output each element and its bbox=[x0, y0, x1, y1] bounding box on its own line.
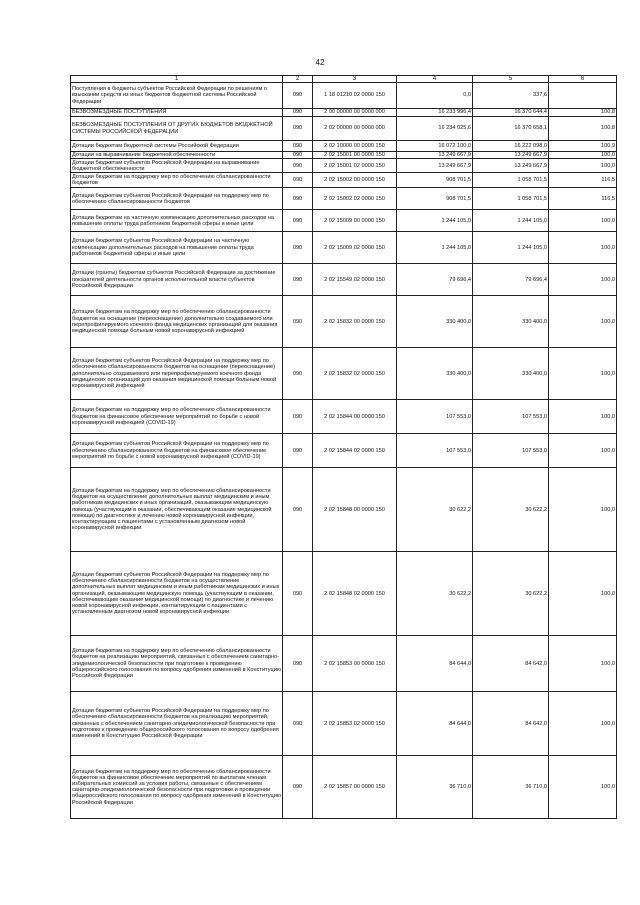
column-number: 6 bbox=[549, 76, 617, 83]
planned-amount: 84 644,0 bbox=[397, 636, 473, 692]
table-body bbox=[71, 76, 617, 819]
table-row bbox=[71, 152, 617, 159]
table-row bbox=[71, 552, 617, 636]
actual-amount: 1 058 701,5 bbox=[473, 188, 549, 210]
execution-percent: 116,5 bbox=[549, 173, 617, 188]
table-row bbox=[71, 264, 617, 296]
budget-class-code: 2 00 00000 00 0000 000 bbox=[313, 109, 397, 117]
actual-amount: 13 249 667,9 bbox=[473, 159, 549, 173]
planned-amount: 13 249 667,9 bbox=[397, 159, 473, 173]
execution-percent: 100,0 bbox=[549, 348, 617, 400]
table-row bbox=[71, 348, 617, 400]
row-description: БЕЗВОЗМЕЗДНЫЕ ПОСТУПЛЕНИЯ bbox=[71, 109, 283, 117]
admin-code: 090 bbox=[283, 141, 313, 152]
budget-class-code: 2 02 15002 02 0000 150 bbox=[313, 188, 397, 210]
admin-code: 090 bbox=[283, 210, 313, 232]
execution-percent: 100,0 bbox=[549, 159, 617, 173]
budget-class-code: 2 02 15002 00 0000 150 bbox=[313, 173, 397, 188]
budget-class-code: 2 02 15857 00 0000 150 bbox=[313, 756, 397, 819]
column-number: 1 bbox=[71, 76, 283, 83]
budget-class-code: 2 02 15853 00 0000 150 bbox=[313, 636, 397, 692]
budget-class-code: 2 02 15001 00 0000 150 bbox=[313, 152, 397, 159]
table-row bbox=[71, 756, 617, 819]
planned-amount: 36 710,0 bbox=[397, 756, 473, 819]
actual-amount: 16 370 644,4 bbox=[473, 109, 549, 117]
actual-amount: 337,6 bbox=[473, 83, 549, 109]
admin-code: 090 bbox=[283, 636, 313, 692]
column-number-row bbox=[71, 76, 617, 83]
actual-amount: 330 400,0 bbox=[473, 348, 549, 400]
table-row bbox=[71, 468, 617, 552]
planned-amount: 107 553,0 bbox=[397, 400, 473, 434]
budget-class-code: 2 02 15549 02 0000 150 bbox=[313, 264, 397, 296]
execution-percent: 100,9 bbox=[549, 141, 617, 152]
actual-amount: 1 244 105,0 bbox=[473, 210, 549, 232]
actual-amount: 84 642,0 bbox=[473, 692, 549, 756]
admin-code: 090 bbox=[283, 296, 313, 348]
execution-percent: 100,0 bbox=[549, 296, 617, 348]
table-row bbox=[71, 83, 617, 109]
planned-amount: 1 244 105,0 bbox=[397, 210, 473, 232]
actual-amount: 16 370 658,1 bbox=[473, 117, 549, 141]
row-description: Дотации бюджетам субъектов Российской Федерации на выравнивание бюджетной обеспеченности bbox=[71, 159, 283, 173]
row-description: Дотации бюджетам на поддержку мер по обеспечению сбалансированности бюджетов на реализацию мероприятий, связанных с обеспечением санитарно-эпидемиологической безопасности при подготовке к проведению общероссийского голосования по вопросу одобрения изменений в Конституцию Российской Федерации bbox=[71, 636, 283, 692]
planned-amount: 16 234 025,6 bbox=[397, 117, 473, 141]
admin-code: 090 bbox=[283, 348, 313, 400]
planned-amount: 107 553,0 bbox=[397, 434, 473, 468]
budget-class-code: 2 02 15009 00 0000 150 bbox=[313, 210, 397, 232]
admin-code: 090 bbox=[283, 400, 313, 434]
planned-amount: 908 701,5 bbox=[397, 173, 473, 188]
admin-code: 090 bbox=[283, 468, 313, 552]
execution-percent: 100,0 bbox=[549, 400, 617, 434]
budget-class-code: 2 02 15844 00 0000 150 bbox=[313, 400, 397, 434]
actual-amount: 16 222 098,0 bbox=[473, 141, 549, 152]
row-description: Дотации бюджетам субъектов Российской Федерации на поддержку мер по обеспечению сбалансированности бюджетов на осуществление дополнительных выплат медицинским и иным работникам медицинских и иных организаций, оказывающим медицинскую помощь (участвующим в оказании, обеспечивающим оказание медицинской помощи) по диагностике и лечению новой коронавирусной инфекции, контактирующим с пациентами с установленным диагнозом новой коронавирусной инфекции bbox=[71, 552, 283, 636]
admin-code: 090 bbox=[283, 173, 313, 188]
row-description: Дотации бюджетам на поддержку мер по обеспечению сбалансированности бюджетов на осуществление дополнительных выплат медицинским и иным работникам медицинских и иных организаций, оказывающим медицинскую помощь (участвующим в оказании, обеспечивающим оказание медицинской помощи) по диагностике и лечению новой коронавирусной инфекции, контактирующим с пациентами с установленным диагнозом новой коронавирусной инфекции bbox=[71, 468, 283, 552]
admin-code: 090 bbox=[283, 117, 313, 141]
table-row bbox=[71, 400, 617, 434]
table-row bbox=[71, 173, 617, 188]
planned-amount: 330 400,0 bbox=[397, 348, 473, 400]
table-row bbox=[71, 692, 617, 756]
table-row bbox=[71, 434, 617, 468]
row-description: Дотации бюджетам бюджетной системы Российской Федерации bbox=[71, 141, 283, 152]
execution-percent: 100,0 bbox=[549, 264, 617, 296]
budget-class-code: 2 02 15848 02 0000 150 bbox=[313, 552, 397, 636]
admin-code: 090 bbox=[283, 756, 313, 819]
budget-class-code: 2 02 15832 00 0000 150 bbox=[313, 296, 397, 348]
execution-percent: 100,0 bbox=[549, 756, 617, 819]
table-row bbox=[71, 188, 617, 210]
execution-percent bbox=[549, 83, 617, 109]
planned-amount: 16 072 100,0 bbox=[397, 141, 473, 152]
actual-amount: 13 249 667,9 bbox=[473, 152, 549, 159]
planned-amount: 30 622,2 bbox=[397, 468, 473, 552]
row-description: Дотации бюджетам субъектов Российской Федерации на частичную компенсацию дополнительных расходов на повышение оплаты труда работников бюджетной сферы и иные цели bbox=[71, 232, 283, 264]
planned-amount: 30 622,2 bbox=[397, 552, 473, 636]
planned-amount: 0,0 bbox=[397, 83, 473, 109]
budget-class-code: 2 02 15009 02 0000 150 bbox=[313, 232, 397, 264]
budget-class-code: 2 02 10000 00 0000 150 bbox=[313, 141, 397, 152]
row-description: Дотации бюджетам на поддержку мер по обеспечению сбалансированности бюджетов на оснащение (переоснащение) дополнительно создаваемого или перепрофилируемого коечного фонда медицинских организаций для оказания медицинской помощи больным новой коронавирусной инфекцией bbox=[71, 296, 283, 348]
actual-amount: 79 696,4 bbox=[473, 264, 549, 296]
table-row bbox=[71, 109, 617, 117]
budget-class-code: 2 02 15001 02 0000 150 bbox=[313, 159, 397, 173]
execution-percent: 116,5 bbox=[549, 188, 617, 210]
admin-code: 090 bbox=[283, 692, 313, 756]
execution-percent: 100,0 bbox=[549, 636, 617, 692]
table-row bbox=[71, 636, 617, 692]
planned-amount: 330 400,0 bbox=[397, 296, 473, 348]
budget-class-code: 2 02 15832 02 0000 150 bbox=[313, 348, 397, 400]
planned-amount: 1 244 105,0 bbox=[397, 232, 473, 264]
actual-amount: 107 553,0 bbox=[473, 400, 549, 434]
column-number: 4 bbox=[397, 76, 473, 83]
table-row bbox=[71, 141, 617, 152]
admin-code: 090 bbox=[283, 232, 313, 264]
row-description: Дотации бюджетам на поддержку мер по обеспечению сбалансированности бюджетов bbox=[71, 173, 283, 188]
column-number: 3 bbox=[313, 76, 397, 83]
actual-amount: 1 058 701,5 bbox=[473, 173, 549, 188]
actual-amount: 107 553,0 bbox=[473, 434, 549, 468]
admin-code: 090 bbox=[283, 264, 313, 296]
admin-code: 090 bbox=[283, 83, 313, 109]
page-number: 42 bbox=[315, 58, 325, 67]
planned-amount: 79 696,4 bbox=[397, 264, 473, 296]
row-description: Дотации бюджетам субъектов Российской Федерации на поддержку мер по обеспечению сбалансированности бюджетов на финансовое обеспечение мероприятий по борьбе с новой коронавирусной инфекцией (COVID-19) bbox=[71, 434, 283, 468]
table-row bbox=[71, 117, 617, 141]
execution-percent: 100,0 bbox=[549, 692, 617, 756]
row-description: Дотации (гранты) бюджетам субъектов Российской Федерации за достижение показателей деятельности органов исполнительной власти субъектов Российской Федерации bbox=[71, 264, 283, 296]
admin-code: 090 bbox=[283, 188, 313, 210]
row-description: БЕЗВОЗМЕЗДНЫЕ ПОСТУПЛЕНИЯ ОТ ДРУГИХ БЮДЖЕТОВ БЮДЖЕТНОЙ СИСТЕМЫ РОССИЙСКОЙ ФЕДЕРАЦИИ bbox=[71, 117, 283, 141]
execution-percent: 100,0 bbox=[549, 468, 617, 552]
actual-amount: 84 642,0 bbox=[473, 636, 549, 692]
budget-class-code: 1 18 01210 02 0000 150 bbox=[313, 83, 397, 109]
table-row bbox=[71, 232, 617, 264]
table-row bbox=[71, 159, 617, 173]
actual-amount: 330 400,0 bbox=[473, 296, 549, 348]
admin-code: 090 bbox=[283, 109, 313, 117]
row-description: Дотации бюджетам субъектов Российской Федерации на поддержку мер по обеспечению сбалансированности бюджетов на реализацию мероприятий, связанных с обеспечением санитарно-эпидемиологической безопасности при подготовке к проведению общероссийского голосования по вопросу одобрения изменений в Конституцию Российской Федерации bbox=[71, 692, 283, 756]
planned-amount: 908 701,5 bbox=[397, 188, 473, 210]
row-description: Дотации бюджетам на поддержку мер по обеспечению сбалансированности бюджетов на финансовое обеспечение мероприятий по борьбе с новой коронавирусной инфекцией (COVID-19) bbox=[71, 400, 283, 434]
row-description: Дотации на выравнивание бюджетной обеспеченности bbox=[71, 152, 283, 159]
actual-amount: 30 622,2 bbox=[473, 468, 549, 552]
actual-amount: 1 244 105,0 bbox=[473, 232, 549, 264]
admin-code: 090 bbox=[283, 434, 313, 468]
row-description: Дотации бюджетам субъектов Российской Федерации на поддержку мер по обеспечению сбалансированности бюджетов на оснащение (переоснащение) дополнительно создаваемого или перепрофилируемого коечного фонда медицинских организаций для оказания медицинской помощи больным новой коронавирусной инфекцией bbox=[71, 348, 283, 400]
actual-amount: 36 710,0 bbox=[473, 756, 549, 819]
row-description: Дотации бюджетам субъектов Российской Федерации на поддержку мер по обеспечению сбалансированности бюджетов bbox=[71, 188, 283, 210]
admin-code: 090 bbox=[283, 159, 313, 173]
budget-class-code: 2 02 15853 02 0000 150 bbox=[313, 692, 397, 756]
admin-code: 090 bbox=[283, 152, 313, 159]
table-row bbox=[71, 210, 617, 232]
execution-percent: 100,8 bbox=[549, 117, 617, 141]
execution-percent: 100,0 bbox=[549, 552, 617, 636]
planned-amount: 13 249 667,9 bbox=[397, 152, 473, 159]
execution-percent: 100,0 bbox=[549, 232, 617, 264]
row-description: Поступления в бюджеты субъектов Российской Федерации по решениям о взыскании средств из иных бюджетов бюджетной системы Российской Федерации bbox=[71, 83, 283, 109]
row-description: Дотации бюджетам на частичную компенсацию дополнительных расходов на повышение оплаты труда работников бюджетной сферы и иные цели bbox=[71, 210, 283, 232]
column-number: 2 bbox=[283, 76, 313, 83]
budget-class-code: 2 02 15844 02 0000 150 bbox=[313, 434, 397, 468]
execution-percent: 100,8 bbox=[549, 109, 617, 117]
column-number: 5 bbox=[473, 76, 549, 83]
planned-amount: 16 233 996,4 bbox=[397, 109, 473, 117]
budget-class-code: 2 02 15848 00 0000 150 bbox=[313, 468, 397, 552]
admin-code: 090 bbox=[283, 552, 313, 636]
execution-percent: 100,0 bbox=[549, 434, 617, 468]
planned-amount: 84 644,0 bbox=[397, 692, 473, 756]
budget-revenue-table bbox=[70, 75, 617, 819]
row-description: Дотации бюджетам на поддержку мер по обеспечению сбалансированности бюджетов на финансовое обеспечение мероприятий по выплатам членам избирательных комиссий за условия работы, связанные с обеспечением санитарно-эпидемиологической безопасности при подготовке и проведении общероссийского голосования по вопросу одобрения изменений в Конституцию Российской Федерации bbox=[71, 756, 283, 819]
budget-class-code: 2 02 00000 00 0000 000 bbox=[313, 117, 397, 141]
actual-amount: 30 622,2 bbox=[473, 552, 549, 636]
execution-percent: 100,0 bbox=[549, 152, 617, 159]
table-row bbox=[71, 296, 617, 348]
execution-percent: 100,0 bbox=[549, 210, 617, 232]
